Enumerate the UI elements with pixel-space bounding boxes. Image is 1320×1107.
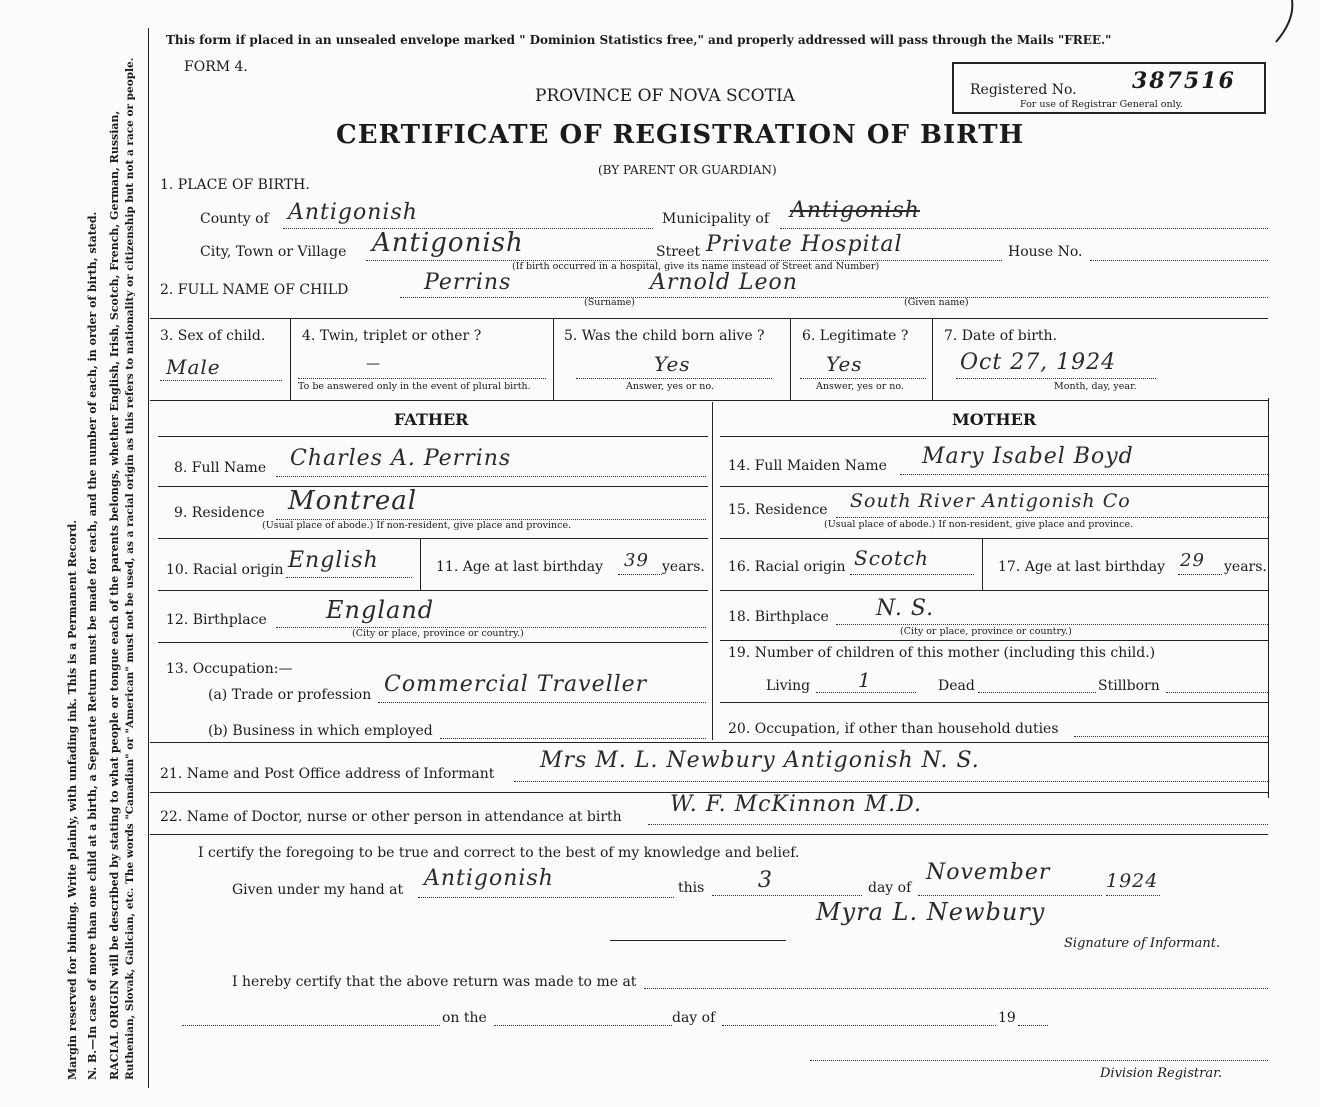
mother-living-line <box>816 692 916 693</box>
mother-living-label: Living <box>766 678 811 694</box>
father-trade-value: Commercial Traveller <box>384 672 648 697</box>
mother-occupation-label: 20. Occupation, if other than household duties <box>728 721 1059 737</box>
mother-children-label: 19. Number of children of this mother (including this child.) <box>728 645 1156 661</box>
sex-value: Male <box>166 355 221 379</box>
street-label: Street <box>656 244 701 260</box>
mother-birthplace-note: (City or place, province or country.) <box>900 626 1072 637</box>
mother-name-value: Mary Isabel Boyd <box>922 444 1134 469</box>
mother-residence-line <box>836 517 1268 518</box>
registrar-signature-line <box>810 1060 1268 1061</box>
mother-residence-label: 15. Residence <box>728 502 828 518</box>
row-3-divider-2 <box>553 318 554 400</box>
registrar-line-3 <box>722 1025 996 1026</box>
alive-note: Answer, yes or no. <box>626 381 715 392</box>
legitimate-note: Answer, yes or no. <box>816 381 905 392</box>
margin-note-racial-origin: RACIAL ORIGIN will be described by stating to what people or tongue each of the parents belongs, whether English, Irish, Scotch, French, German, Russian, <box>108 110 121 1080</box>
hospital-note: (If birth occurred in a hospital, give its name instead of Street and Number) <box>512 261 880 272</box>
dob-line <box>956 378 1156 379</box>
child-name-line <box>400 297 1268 298</box>
father-name-label: 8. Full Name <box>174 460 267 476</box>
twin-line <box>298 378 546 379</box>
doctor-line <box>648 824 1268 825</box>
mother-race-value: Scotch <box>854 546 930 570</box>
day-line <box>712 895 862 896</box>
legitimate-label: 6. Legitimate ? <box>802 328 909 344</box>
mother-row-19-line <box>720 702 1268 703</box>
month-line <box>918 895 1102 896</box>
mother-row-14-line <box>720 486 1268 487</box>
twin-value: — <box>366 356 380 372</box>
father-residence-note: (Usual place of abode.) If non-resident, give place and province. <box>262 520 572 531</box>
legitimate-line <box>800 378 926 379</box>
given-name-label: (Given name) <box>904 297 969 308</box>
street-value: Private Hospital <box>706 232 903 257</box>
father-birthplace-value: England <box>326 596 435 624</box>
county-label: County of <box>200 211 269 227</box>
house-label: House No. <box>1008 244 1083 260</box>
sex-label: 3. Sex of child. <box>160 328 266 344</box>
informant-line <box>514 781 1268 782</box>
right-border <box>1268 398 1269 798</box>
mother-age-line <box>1178 574 1222 575</box>
dob-label: 7. Date of birth. <box>944 328 1058 344</box>
row-3-divider-3 <box>790 318 791 400</box>
father-row-12-line <box>158 642 708 643</box>
pencil-mark <box>1270 0 1310 46</box>
mother-dead-label: Dead <box>938 678 975 694</box>
informant-signature: Myra L. Newbury <box>816 898 1046 926</box>
mother-race-label: 16. Racial origin <box>728 559 846 575</box>
registrar-day-of-label: day of <box>672 1010 716 1026</box>
father-age-label: 11. Age at last birthday <box>436 559 604 575</box>
legitimate-value: Yes <box>826 352 863 376</box>
registrar-on-the-label: on the <box>442 1010 487 1026</box>
province-heading: PROVINCE OF NOVA SCOTIA <box>535 86 795 106</box>
municipality-value: Antigonish <box>790 198 920 223</box>
surname-label: (Surname) <box>584 297 635 308</box>
registered-box <box>952 62 1266 114</box>
mother-birthplace-label: 18. Birthplace <box>728 609 829 625</box>
year-value: 1924 <box>1106 870 1159 892</box>
father-row-10-divider <box>420 538 421 590</box>
registrar-certify-text: I hereby certify that the above return was made to me at <box>232 974 637 990</box>
registrar-line-4 <box>1018 1025 1048 1026</box>
alive-line <box>576 378 772 379</box>
house-line <box>1090 260 1268 261</box>
mother-birthplace-value: N. S. <box>876 596 935 621</box>
mother-age-value: 29 <box>1180 550 1205 571</box>
alive-label: 5. Was the child born alive ? <box>564 328 765 344</box>
mother-heading: MOTHER <box>952 410 1037 429</box>
child-given-name: Arnold Leon <box>650 270 798 295</box>
certify-text: I certify the foregoing to be true and correct to the best of my knowledge and belief. <box>198 845 800 861</box>
mother-residence-value: South River Antigonish Co <box>850 490 1131 512</box>
mother-name-line <box>900 474 1268 475</box>
municipality-line <box>780 228 1268 229</box>
mother-row-16-divider <box>982 538 983 590</box>
year-line <box>1106 895 1160 896</box>
father-head-line <box>158 436 708 437</box>
parents-bottom-line <box>150 742 1268 743</box>
father-name-line <box>276 476 706 477</box>
mother-stillborn-line <box>1166 692 1268 693</box>
father-row-8-line <box>158 486 708 487</box>
margin-note-multiple-births: N. B.—In case of more than one child at a birth, a Separate Return must be made for each, and the number of each, in order of birth, stated. <box>86 211 99 1080</box>
registrar-note: For use of Registrar General only. <box>1020 99 1183 110</box>
mother-row-15-line <box>720 538 1268 539</box>
row-3-divider-1 <box>290 318 291 400</box>
municipality-label: Municipality of <box>662 211 770 227</box>
mother-name-label: 14. Full Maiden Name <box>728 458 887 474</box>
father-birthplace-label: 12. Birthplace <box>166 612 267 628</box>
city-value: Antigonish <box>372 228 524 258</box>
certificate-subtitle: (BY PARENT OR GUARDIAN) <box>598 163 777 177</box>
given-place-line <box>418 897 674 898</box>
father-row-10-line <box>158 590 708 591</box>
child-surname: Perrins <box>424 270 512 295</box>
father-heading: FATHER <box>394 410 469 429</box>
father-residence-value: Montreal <box>288 486 418 516</box>
father-row-9-line <box>158 538 708 539</box>
month-value: November <box>926 860 1051 885</box>
margin-note-racial-origin-cont: Ruthenian, Slovak, Galician, etc. The words "Canadian" or "American" must not be used, as a racial origin as this refers to nationality or citizenship but not a race or people. <box>124 57 136 1080</box>
signature-short-line <box>610 940 786 941</box>
parents-center-divider <box>712 402 713 740</box>
county-value: Antigonish <box>288 200 418 225</box>
father-name-value: Charles A. Perrins <box>290 446 512 471</box>
registrar-line-2 <box>494 1025 672 1026</box>
father-business-label: (b) Business in which employed <box>208 723 433 739</box>
row-3-divider-4 <box>932 318 933 400</box>
informant-label: 21. Name and Post Office address of Informant <box>160 766 495 782</box>
father-occupation-label: 13. Occupation:— <box>166 661 293 677</box>
twin-label: 4. Twin, triplet or other ? <box>302 328 482 344</box>
left-border <box>148 28 149 1088</box>
alive-value: Yes <box>654 352 691 376</box>
doctor-label: 22. Name of Doctor, nurse or other person in attendance at birth <box>160 809 622 825</box>
mother-row-18-line <box>720 640 1268 641</box>
row-3-bottom-line <box>150 400 1268 401</box>
father-trade-line <box>378 702 706 703</box>
twin-note: To be answered only in the event of plural birth. <box>298 381 531 392</box>
sex-line <box>160 380 282 381</box>
mail-notice: This form if placed in an unsealed envelope marked " Dominion Statistics free," and properly addressed will pass through the Mails "FREE." <box>166 33 1112 47</box>
margin-note-binding: Margin reserved for binding. Write plainly, with unfading ink. This is a Permanent Record. <box>66 519 79 1080</box>
mother-years-label: years. <box>1224 559 1267 575</box>
father-years-label: years. <box>662 559 705 575</box>
father-race-line <box>286 577 412 578</box>
dob-note: Month, day, year. <box>1054 381 1137 392</box>
father-race-value: English <box>288 548 379 573</box>
mother-residence-note: (Usual place of abode.) If non-resident, give place and province. <box>824 519 1134 530</box>
registered-number: 387516 <box>1132 68 1236 94</box>
mother-head-line <box>720 436 1268 437</box>
mother-age-label: 17. Age at last birthday <box>998 559 1166 575</box>
father-trade-label: (a) Trade or profession <box>208 687 372 703</box>
mother-stillborn-label: Stillborn <box>1098 678 1160 694</box>
registrar-line-1 <box>182 1025 440 1026</box>
mother-living-value: 1 <box>858 668 872 692</box>
father-age-value: 39 <box>624 550 649 571</box>
father-business-line <box>440 738 706 739</box>
signature-label: Signature of Informant. <box>1064 936 1221 951</box>
city-label: City, Town or Village <box>200 244 347 260</box>
given-place-value: Antigonish <box>424 866 554 891</box>
mother-race-line <box>850 574 974 575</box>
form-number: FORM 4. <box>184 59 248 75</box>
certificate-title: CERTIFICATE OF REGISTRATION OF BIRTH <box>336 120 1025 150</box>
mother-dead-line <box>978 692 1096 693</box>
dayof-label: day of <box>868 880 912 896</box>
row-3-top-line <box>150 318 1268 319</box>
registered-label: Registered No. <box>970 82 1077 98</box>
mother-row-16-line <box>720 590 1268 591</box>
doctor-value: W. F. McKinnon M.D. <box>670 792 923 817</box>
day-value: 3 <box>758 868 773 893</box>
registrar-year-prefix: 19 <box>998 1010 1016 1026</box>
informant-value: Mrs M. L. Newbury Antigonish N. S. <box>540 748 980 773</box>
given-under-label: Given under my hand at <box>232 882 404 898</box>
father-age-line <box>618 574 662 575</box>
mother-occupation-line <box>1074 736 1268 737</box>
dob-value: Oct 27, 1924 <box>960 350 1117 375</box>
father-residence-label: 9. Residence <box>174 505 265 521</box>
father-birthplace-note: (City or place, province or country.) <box>352 628 524 639</box>
this-label: this <box>678 880 705 896</box>
place-of-birth-heading: 1. PLACE OF BIRTH. <box>160 177 310 193</box>
child-name-label: 2. FULL NAME OF CHILD <box>160 282 349 298</box>
registrar-label: Division Registrar. <box>1100 1066 1222 1081</box>
registrar-place-line <box>644 988 1268 989</box>
mother-birthplace-line <box>836 624 1268 625</box>
father-race-label: 10. Racial origin <box>166 562 284 578</box>
row-22-line <box>150 834 1268 835</box>
